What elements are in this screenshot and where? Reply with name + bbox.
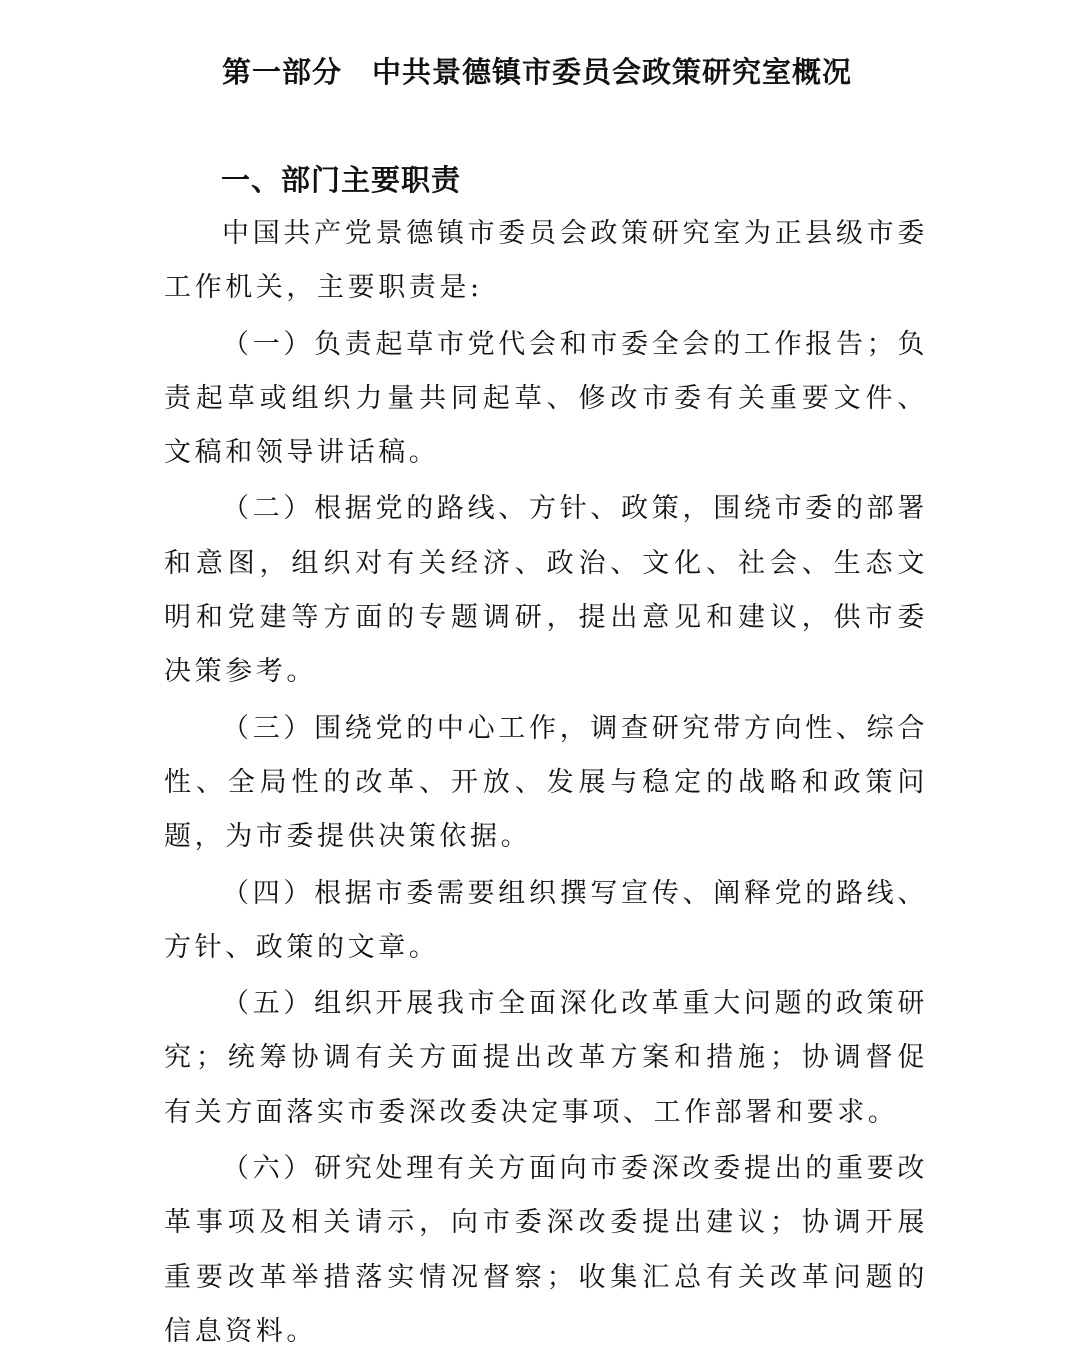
body-text [164,207,928,1361]
document-title: 第一部分 中共景德镇市委员会政策研究室概况 [221,55,852,89]
paragraph-duty-5: （五）组织开展我市全面深化改革重大问题的政策研究；统筹协调有关方面提出改革方案和措施；协调督促有关方面落实市委深改委决定事项、工作部署和要求。 [164,988,928,1128]
paragraph-duty-3: （三）围绕党的中心工作，调查研究带方向性、综合性、全局性的改革、开放、发展与稳定的战略和政策问题，为市委提供决策依据。 [164,712,928,853]
paragraph-duty-4: （四）根据市委需要组织撰写宣传、阐释党的路线、方针、政策的文章。 [164,877,928,963]
section-heading: 一、部门主要职责 [221,163,462,197]
paragraph-duty-2: （二）根据党的路线、方针、政策，围绕市委的部署和意图，组织对有关经济、政治、文化、社会、生态文明和党建等方面的专题调研，提出意见和建议，供市委决策参考。 [164,493,928,688]
paragraph-duty-6: （六）研究处理有关方面向市委深改委提出的重要改革事项及相关请示，向市委深改委提出建议；协调开展重要改革举措落实情况督察；收集汇总有关改革问题的信息资料。 [164,1153,928,1347]
paragraph-duty-1: （一）负责起草市党代会和市委全会的工作报告；负责起草或组织力量共同起草、修改市委有关重要文件、文稿和领导讲话稿。 [164,328,928,469]
paragraph-intro: 中国共产党景德镇市委员会政策研究室为正县级市委工作机关，主要职责是: [164,218,928,304]
